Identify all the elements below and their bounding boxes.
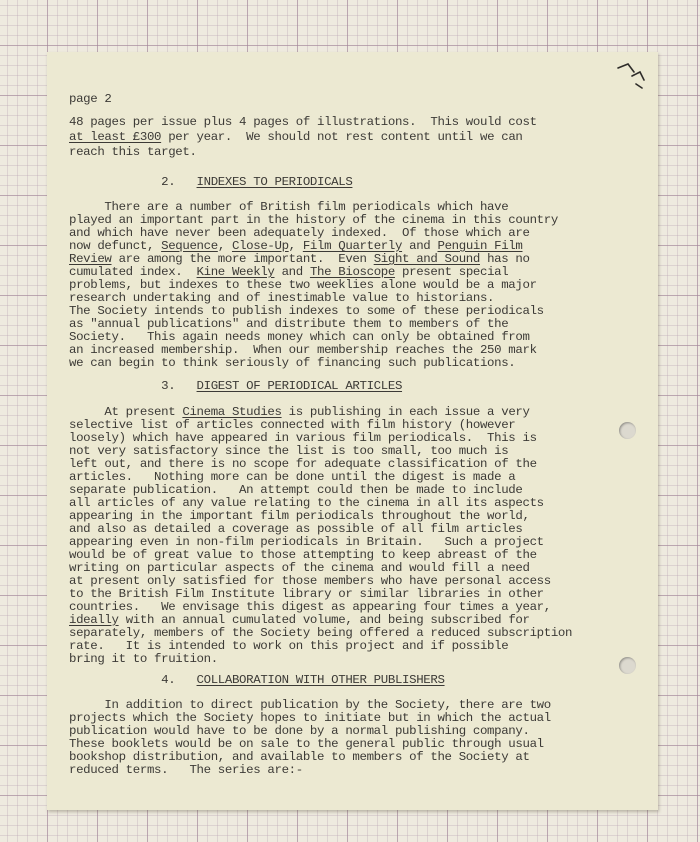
line-segment: bookshop distribution, and available to members of the Society at bbox=[69, 750, 530, 764]
line-segment: These booklets would be on sale to the general public through usual bbox=[69, 737, 544, 751]
line-segment: loosely) which have appeared in various film periodicals. This is bbox=[69, 431, 537, 445]
line-segment: Society. This again needs money which can only be obtained from bbox=[69, 330, 530, 344]
line-segment: There are a number of British film periodicals which have bbox=[69, 200, 509, 214]
text-line bbox=[69, 357, 515, 370]
line-segment: reduced terms. The series are:- bbox=[69, 763, 303, 777]
line-segment: left out, and there is no scope for adequate classification of the bbox=[69, 457, 537, 471]
underlined-text: at least £300 bbox=[69, 130, 162, 144]
line-segment: played an important part in the history of the cinema in this country bbox=[69, 213, 558, 227]
line-segment: as "annual publications" and distribute them to members of the bbox=[69, 317, 509, 331]
line-segment: projects which the Society hopes to initiate but in which the actual bbox=[69, 711, 551, 725]
underlined-text: Close-Up bbox=[231, 239, 289, 253]
line-segment: and bbox=[402, 239, 438, 253]
text-line bbox=[69, 674, 445, 687]
underlined-text: Penguin Film bbox=[437, 239, 523, 253]
line-segment: 48 pages per issue plus 4 pages of illustrations. This would cost bbox=[69, 115, 537, 129]
line-segment: all articles of any value relating to the cinema in all its aspects bbox=[69, 496, 544, 510]
line-segment: we can begin to think seriously of financing such publications. bbox=[69, 356, 516, 370]
line-segment: , bbox=[217, 239, 232, 253]
line-segment: articles. Nothing more can be done until the digest is made a bbox=[69, 470, 516, 484]
text-line bbox=[69, 131, 523, 144]
line-segment: 2. bbox=[69, 175, 197, 189]
line-segment: rate. It is intended to work on this project and if possible bbox=[69, 639, 509, 653]
text-line bbox=[69, 176, 352, 189]
punch-hole-top bbox=[619, 422, 636, 439]
underlined-text: DIGEST OF PERIODICAL ARTICLES bbox=[196, 379, 403, 393]
line-segment: and also as detailed a coverage as possible of all film articles bbox=[69, 522, 523, 536]
underlined-text: Sequence bbox=[161, 239, 218, 253]
underlined-text: Sight and Sound bbox=[373, 252, 480, 266]
line-segment: cumulated index. bbox=[69, 265, 197, 279]
line-segment: to the British Film Institute library or similar libraries in other bbox=[69, 587, 544, 601]
underlined-text: Kine Weekly bbox=[196, 265, 275, 279]
text-line bbox=[69, 380, 402, 393]
line-segment: separately, members of the Society being offered a reduced subscription bbox=[69, 626, 573, 640]
line-segment: 4. bbox=[69, 673, 197, 687]
line-segment: now defunct, bbox=[69, 239, 162, 253]
page-number: page 2 bbox=[69, 92, 112, 106]
line-segment: The Society intends to publish indexes to some of these periodicals bbox=[69, 304, 544, 318]
line-segment: present special bbox=[394, 265, 509, 279]
line-segment: publication would have to be done by a normal publishing company. bbox=[69, 724, 530, 738]
line-segment: reach this target. bbox=[69, 145, 197, 159]
underlined-text: Cinema Studies bbox=[182, 405, 282, 419]
line-segment: with an annual cumulated volume, and being subscribed for bbox=[118, 613, 530, 627]
line-segment: research undertaking and of inestimable value to historians. bbox=[69, 291, 495, 305]
line-segment: countries. We envisage this digest as appearing four times a year, bbox=[69, 600, 551, 614]
underlined-text: INDEXES TO PERIODICALS bbox=[196, 175, 353, 189]
line-segment: and which have never been adequately indexed. Of those which are bbox=[69, 226, 530, 240]
line-segment: appearing even in non-film periodicals in Britain. Such a project bbox=[69, 535, 544, 549]
line-segment: problems, but indexes to these two weeklies alone would be a major bbox=[69, 278, 537, 292]
line-segment: is publishing in each issue a very bbox=[281, 405, 530, 419]
underlined-text: Film Quarterly bbox=[302, 239, 403, 253]
line-segment: has no bbox=[479, 252, 530, 266]
line-segment: , bbox=[288, 239, 303, 253]
underlined-text: COLLABORATION WITH OTHER PUBLISHERS bbox=[196, 673, 445, 687]
punch-hole-bottom bbox=[619, 657, 636, 674]
text-line bbox=[69, 116, 537, 129]
line-segment: not very satisfactory since the list is too small, too much is bbox=[69, 444, 509, 458]
line-segment: writing on particular aspects of the cinema and would fill a need bbox=[69, 561, 530, 575]
line-segment: appearing in the important film periodicals throughout the world, bbox=[69, 509, 530, 523]
line-segment: an increased membership. When our membership reaches the 250 mark bbox=[69, 343, 537, 357]
line-segment: 3. bbox=[69, 379, 197, 393]
line-segment: bring it to fruition. bbox=[69, 652, 218, 666]
line-segment: separate publication. An attempt could then be made to include bbox=[69, 483, 523, 497]
line-segment: at present only satisfied for those members who have personal access bbox=[69, 574, 551, 588]
line-segment: are among the more important. Even bbox=[111, 252, 374, 266]
underlined-text: Review bbox=[69, 252, 112, 266]
line-segment: would be of great value to those attempting to keep abreast of the bbox=[69, 548, 537, 562]
line-segment: selective list of articles connected with film history (however bbox=[69, 418, 516, 432]
document-page bbox=[47, 52, 658, 810]
line-segment: In addition to direct publication by the Society, there are two bbox=[69, 698, 551, 712]
text-line bbox=[69, 653, 218, 666]
underlined-text: The Bioscope bbox=[309, 265, 395, 279]
underlined-text: ideally bbox=[69, 613, 119, 627]
text-line bbox=[69, 764, 303, 777]
text-line bbox=[69, 146, 197, 159]
line-segment: At present bbox=[69, 405, 183, 419]
line-segment: and bbox=[274, 265, 310, 279]
line-segment: per year. We should not rest content until we can bbox=[161, 130, 523, 144]
paper-clip-mark-icon bbox=[614, 62, 648, 96]
